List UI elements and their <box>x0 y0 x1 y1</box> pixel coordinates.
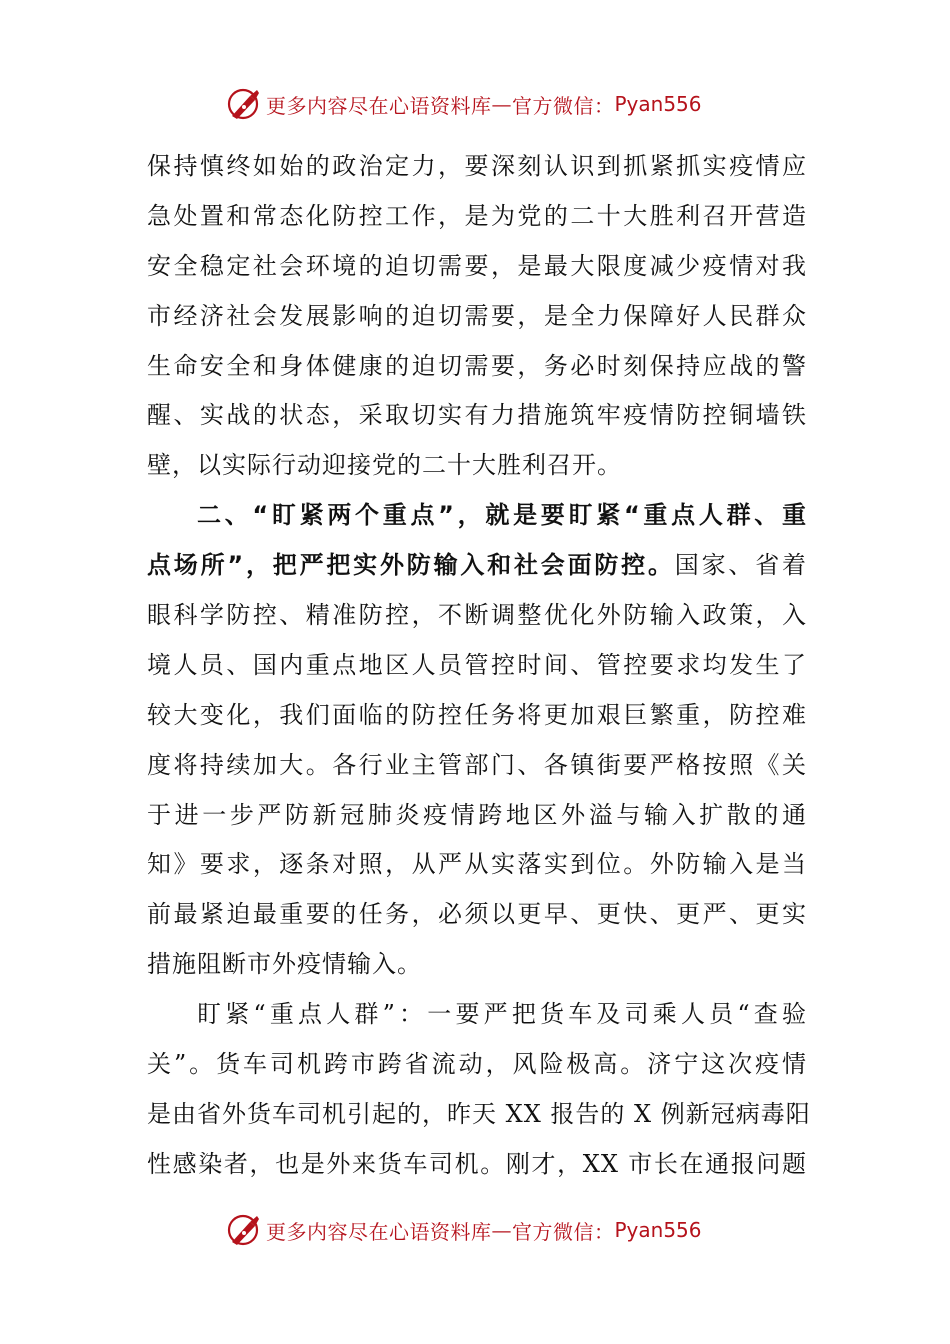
text-line: 保持慎终如始的政治定力，要深刻认识到抓紧抓实疫情应 <box>147 152 807 180</box>
text-line: 眼科学防控、精准防控，不断调整优化外防输入政策，入 <box>147 601 807 630</box>
text-line: 急处置和常态化防控工作，是为党的二十大胜利召开营造 <box>147 201 807 230</box>
text-line: 是由省外货车司机引起的，昨天 XX 报告的 X 例新冠病毒阳 <box>147 1099 811 1128</box>
section-heading-continuation: 点场所”，把严把实外防输入和社会面防控。 <box>147 551 675 580</box>
text-line: 于进一步严防新冠肺炎疫情跨地区外溢与输入扩散的通 <box>147 800 807 829</box>
banner-wechat-label: 官方微信： <box>512 93 615 118</box>
banner-brand-text: 更多内容尽在心语资料库 <box>266 93 492 118</box>
banner-wechat-label: 官方微信： <box>512 1219 615 1244</box>
document-body <box>147 142 811 1190</box>
text-line: 壁，以实际行动迎接党的二十大胜利召开。 <box>147 451 622 480</box>
banner-wechat-id: Pyan556 <box>614 1218 702 1242</box>
pen-nib-logo-icon <box>226 86 262 122</box>
text-line: 措施阻断市外疫情输入。 <box>147 950 422 979</box>
text-line: 醒、实战的状态，采取切实有力措施筑牢疫情防控铜墙铁 <box>147 401 807 430</box>
text-line: 安全稳定社会环境的迫切需要，是最大限度减少疫情对我 <box>147 251 807 280</box>
footer-watermark-banner <box>226 1208 702 1252</box>
text-span: 国家、省着 <box>674 551 807 580</box>
text-line: 境人员、国内重点地区人员管控时间、管控要求均发生了 <box>147 650 807 679</box>
section-heading-line: 二、“盯紧两个重点”，就是要盯紧“重点人群、重 <box>197 501 807 530</box>
text-line: 性感染者，也是外来货车司机。刚才，XX 市长在通报问题 <box>147 1149 807 1178</box>
header-watermark-banner <box>226 82 702 126</box>
text-line: 较大变化，我们面临的防控任务将更加艰巨繁重，防控难 <box>147 700 807 729</box>
banner-separator: — <box>491 1218 512 1242</box>
text-line: 知》要求，逐条对照，从严从实落实到位。外防输入是当 <box>147 850 807 879</box>
text-line: 度将持续加大。各行业主管部门、各镇街要严格按照《关 <box>147 750 807 779</box>
text-line: 关”。货车司机跨市跨省流动，风险极高。济宁这次疫情 <box>147 1050 807 1079</box>
text-line: 生命安全和身体健康的迫切需要，务必时刻保持应战的警 <box>147 351 807 380</box>
paragraph-start-line: 盯紧“重点人群”：一要严把货车及司乘人员“查验 <box>197 1000 807 1029</box>
banner-wechat-id: Pyan556 <box>614 92 702 116</box>
mixed-line <box>147 541 807 591</box>
banner-separator: — <box>491 92 512 116</box>
text-line: 市经济社会发展影响的迫切需要，是全力保障好人民群众 <box>147 301 807 330</box>
text-line: 前最紧迫最重要的任务，必须以更早、更快、更严、更实 <box>147 900 807 929</box>
banner-brand-text: 更多内容尽在心语资料库 <box>266 1219 492 1244</box>
pen-nib-logo-icon <box>226 1212 262 1248</box>
